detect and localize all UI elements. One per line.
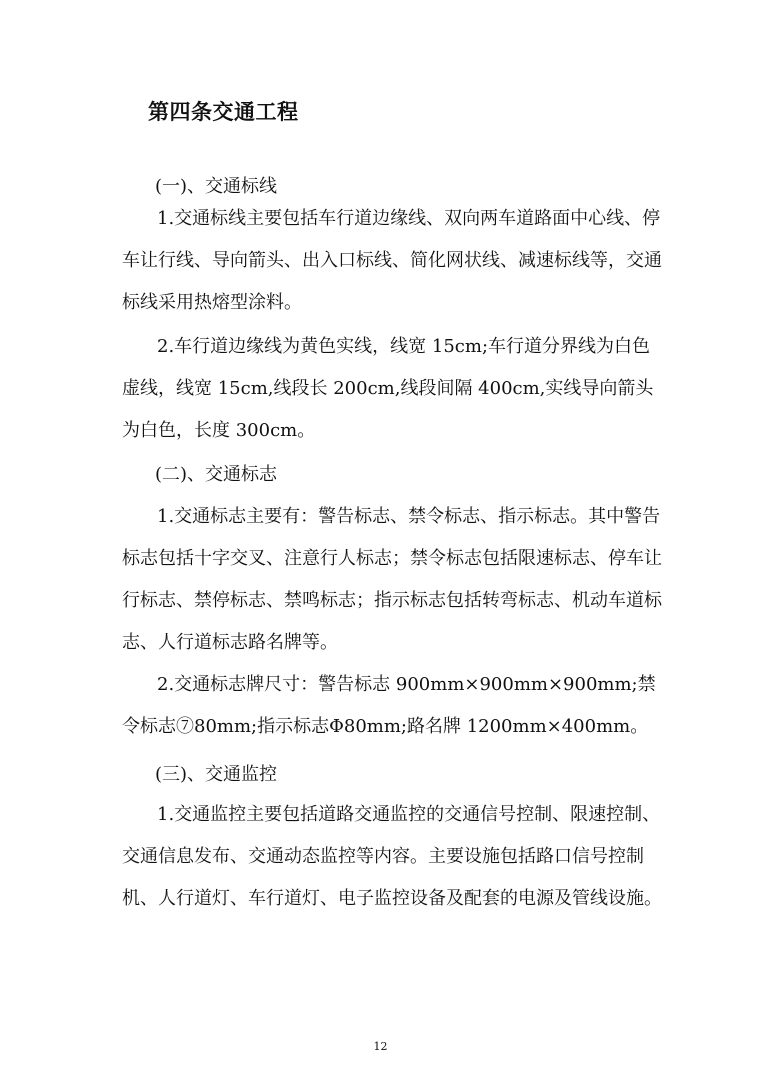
page-number: 12 bbox=[373, 1040, 388, 1053]
paragraph-signs-dimensions: 2.交通标志牌尺寸：警告标志 900mm×900mm×900mm;禁令标志⑦80mm;指示标志Φ80mm;路名牌 1200mm×400mm。 bbox=[122, 674, 656, 737]
subsection-heading-traffic-markings: (一)、交通标线 bbox=[155, 176, 278, 197]
paragraph-markings-specs: 2.车行道边缘线为黄色实线，线宽 15cm;车行道分界线为白色虚线，线宽 15cm,线段长 200cm,线段间隔 400cm,实线导向箭头为白色，长度 300cm。 bbox=[122, 336, 654, 441]
section-title: 第四条交通工程 bbox=[148, 99, 299, 124]
subsection-heading-traffic-signs: (二)、交通标志 bbox=[155, 464, 278, 485]
subsection-heading-traffic-monitoring: (三)、交通监控 bbox=[155, 764, 278, 785]
paragraph-markings-scope: 1.交通标线主要包括车行道边缘线、双向两车道路面中心线、停车让行线、导向箭头、出入口标线、简化网状线、减速标线等，交通标线采用热熔型涂料。 bbox=[122, 208, 662, 313]
paragraph-signs-types: 1.交通标志主要有：警告标志、禁令标志、指示标志。其中警告标志包括十字交叉、注意行人标志；禁令标志包括限速标志、停车让行标志、禁停标志、禁鸣标志；指示标志包括转弯标志、机动车道标志、人行道标志路名牌等。 bbox=[122, 506, 662, 653]
paragraph-monitoring-scope: 1.交通监控主要包括道路交通监控的交通信号控制、限速控制、交通信息发布、交通动态监控等内容。主要设施包括路口信号控制机、人行道灯、车行道灯、电子监控设备及配套的电源及管线设施。 bbox=[122, 804, 662, 909]
